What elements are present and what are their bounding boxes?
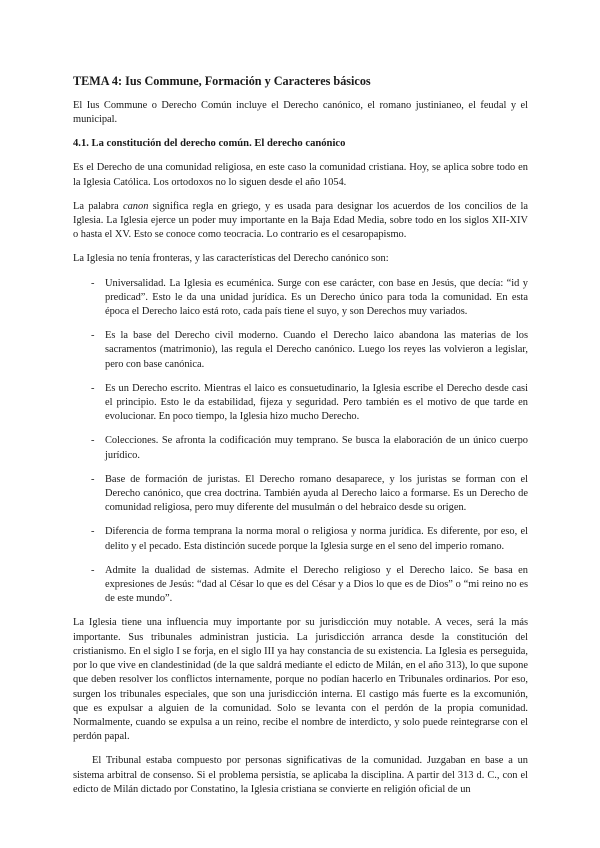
section-heading: 4.1. La constitución del derecho común. El derecho canónico [73, 138, 346, 150]
dash-bullet: - [91, 473, 95, 485]
dash-bullet: - [91, 435, 95, 447]
list-item [73, 434, 528, 462]
canon-term: canon [123, 200, 149, 212]
list-item-text: Base de formación de juristas. El Derecho romano desaparece, y los juristas se forman con el Derecho canónico, que crea doctrina. También ayuda al Derecho laico a formarse. Es un Derecho de comunidad religiosa, pero muy diferente del musulmán o del hebraico desde su origen. [105, 473, 528, 514]
paragraph-definition: Es el Derecho de una comunidad religiosa, en este caso la comunidad cristiana. Hoy, se aplica sobre todo en la Iglesia Católica. Los ortodoxos no lo siguen desde el año 1054. [73, 162, 528, 188]
dash-bullet: - [91, 564, 95, 576]
list-item-text: Universalidad. La Iglesia es ecuménica. Surge con ese carácter, con base en Jesús, que decía: “id y predicad”. Esto le da una unidad jurídica. Es un Derecho único para toda la comunidad. En esta época el Derecho laico está roto, cada país tiene el suyo, y son Derechos muy variados. [105, 277, 528, 318]
list-item [73, 473, 528, 516]
intro-paragraph: El Ius Commune o Derecho Común incluye el Derecho canónico, el romano justinianeo, el feudal y el municipal. [73, 100, 528, 126]
list-item [73, 329, 528, 372]
paragraph-tribunal: El Tribunal estaba compuesto por personas significativas de la comunidad. Juzgaban en base a un sistema arbitral de consenso. Si el problema persistía, se aplicaba la disciplina. A partir del 313 d. C., con el edicto de Milán dictado por Constatino, la Iglesia cristiana se convierte en religión oficial de un [73, 755, 528, 795]
list-item [73, 382, 528, 425]
list-item [73, 277, 528, 320]
list-item [73, 525, 528, 553]
paragraph-jurisdiction: La Iglesia tiene una influencia muy importante por su jurisdicción muy notable. A veces, será la más importante. Sus tribunales administran justicia. La jurisdicción arranca desde la constitución del cristianismo. En el siglo I se forja, en el siglo III ya hay constancia de su existencia. La Iglesia es perseguida, por lo que vive en clandestinidad (de la que saldrá mediante el edicto de Milán, en el año 313), lo que supone que deben resolver los conflictos internamente, porque no podían hacerlo en Tribunales ordinarios. Por eso, surgen los tribunales especiales, que son una jurisdicción interna. El castigo más fuerte es la excomunión, que es expulsar a alguien de la comunidad. Solo se levanta con el perdón de la propia comunidad. Normalmente, cuando se expulsa a un reino, recibe el nombre de interdicto, y solo puede reintegrarse con el perdón papal. [73, 617, 528, 743]
paragraph-characteristics-intro: La Iglesia no tenía fronteras, y las características del Derecho canónico son: [73, 253, 389, 265]
list-item-text: Colecciones. Se afronta la codificación muy temprano. Se busca la elaboración de un único cuerpo jurídico. [105, 435, 528, 461]
list-item-text: Admite la dualidad de sistemas. Admite el Derecho religioso y el Derecho laico. Se basa en expresiones de Jesús: “dad al César lo que es del César y a Dios lo que es de Dios” o “mi reino no es de este mundo”. [105, 564, 528, 605]
dash-bullet: - [91, 382, 95, 394]
list-item-text: Es un Derecho escrito. Mientras el laico es consuetudinario, la Iglesia escribe el Derecho desde casi el principio. Esto le da estabilidad, fijeza y seguridad. Pero también es el motivo de que tarde en evolucionar. En poco tiempo, la Iglesia hizo mucho Derecho. [105, 382, 528, 423]
list-item [73, 564, 528, 607]
characteristics-list [73, 277, 528, 607]
dash-bullet: - [91, 330, 95, 342]
list-item-text: Diferencia de forma temprana la norma moral o religiosa y norma jurídica. Es diferente, por eso, el delito y el pecado. Esta distinción sucede porque la Iglesia surge en el seno del imperio romano. [105, 526, 528, 552]
canon-text-after: significa regla en griego, y es usada para designar los acuerdos de los concilios de la Iglesia. La Iglesia ejerce un poder muy importante en la Baja Edad Media, sobre todo en los siglos XII-XIV o hasta el XV. Esto se conoce como teocracia. Lo contrario es el cesaropapismo. [73, 200, 528, 241]
dash-bullet: - [91, 277, 95, 289]
canon-text-before: La palabra [73, 200, 123, 212]
dash-bullet: - [91, 526, 95, 538]
list-item-text: Es la base del Derecho civil moderno. Cuando el Derecho laico abandona las materias de los sacramentos (matrimonio), las regula el Derecho canónico. Luego los reyes las volvieron a legislar, pero con base canónica. [105, 330, 528, 370]
document-body [73, 74, 528, 807]
page-title: TEMA 4: Ius Commune, Formación y Caracteres básicos [73, 74, 371, 88]
paragraph-canon [73, 200, 528, 243]
